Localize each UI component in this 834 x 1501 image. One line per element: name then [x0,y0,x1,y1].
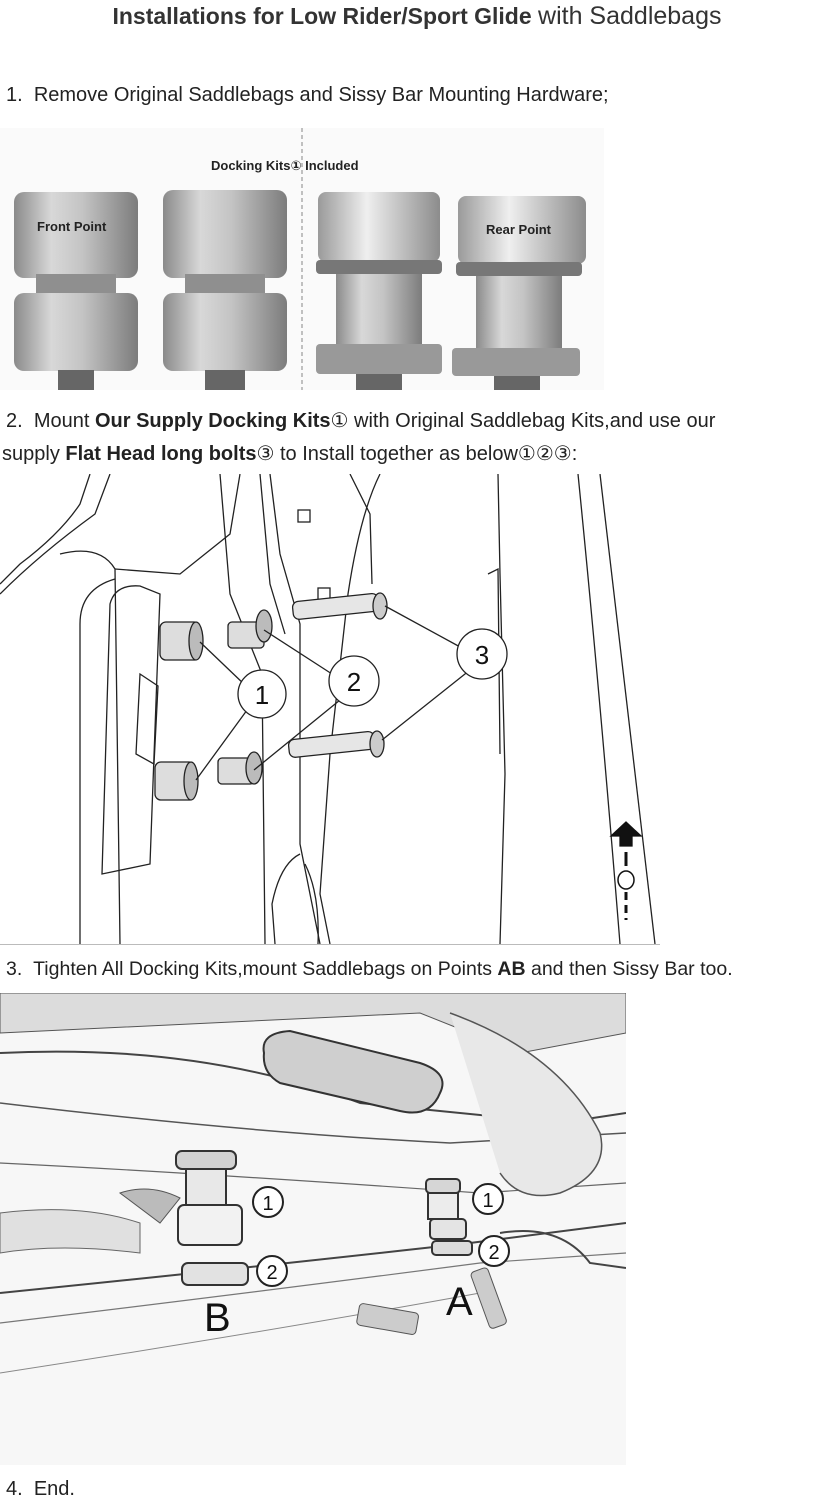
front-arrow-icon [611,822,641,920]
step-3 [6,958,733,981]
marker-b-1 [253,1187,283,1217]
callout-2 [329,656,379,706]
installation-diagram [0,474,660,946]
callout-3-label: 3 [474,640,490,670]
docking-spacer-lower [155,762,198,800]
marker-a-2 [479,1236,509,1266]
step-2-line-1 [6,408,715,433]
marker-label: 2 [266,1262,278,1284]
bolts-emphasis: Flat Head long bolts [65,443,257,465]
step-text: End. [33,1478,75,1500]
kits-header: Docking Kits① Included [211,158,359,173]
step-1 [6,84,609,107]
callout-1-label: 1 [254,680,270,710]
step-text: Remove Original Saddlebags and Sissy Bar Mounting Hardware; [33,84,609,106]
step-number: 2. [6,410,23,432]
mounted-points-photo [0,993,626,1465]
marker-b-2 [257,1256,287,1286]
points-emphasis: AB [497,958,526,980]
step-text: ③ to Install together as below①②③: [256,443,578,465]
step-2-line-2 [2,441,577,466]
callout-1 [238,670,286,718]
step-number: 3. [6,958,23,980]
page-title [0,2,834,31]
step-text: Tighten All Docking Kits,mount Saddlebags on Points [33,958,498,980]
step-number: 4. [6,1478,23,1500]
step-text: Mount [33,410,95,432]
divider [0,944,660,945]
point-a-label: A [446,1280,473,1324]
callout-2-label: 2 [346,667,362,697]
step-text: supply [2,443,66,465]
title-suffix: with Saddlebags [538,2,722,30]
docking-kits-emphasis: Our Supply Docking Kits [94,410,331,432]
docking-spacer-upper [160,622,203,660]
step-4 [6,1478,75,1501]
front-point-label: Front Point [37,219,107,234]
flat-head-bolt-lower [288,731,384,758]
marker-a-1 [473,1184,503,1214]
docking-kits-photo [0,128,604,390]
saddlebag-kit-lower [218,752,262,784]
step-number: 1. [6,84,23,106]
step-text: and then Sissy Bar too. [525,958,733,980]
point-b-label: B [204,1296,231,1340]
saddlebag-kit-upper [228,610,272,648]
marker-label: 1 [262,1193,274,1215]
title-main: Installations for Low Rider/Sport Glide [112,3,532,29]
rear-point-label: Rear Point [486,222,552,237]
marker-label: 1 [482,1190,494,1212]
callout-3 [457,629,507,679]
marker-label: 2 [488,1242,500,1264]
step-text: ① with Original Saddlebag Kits,and use our [330,410,716,432]
flat-head-bolt-upper [292,593,387,620]
